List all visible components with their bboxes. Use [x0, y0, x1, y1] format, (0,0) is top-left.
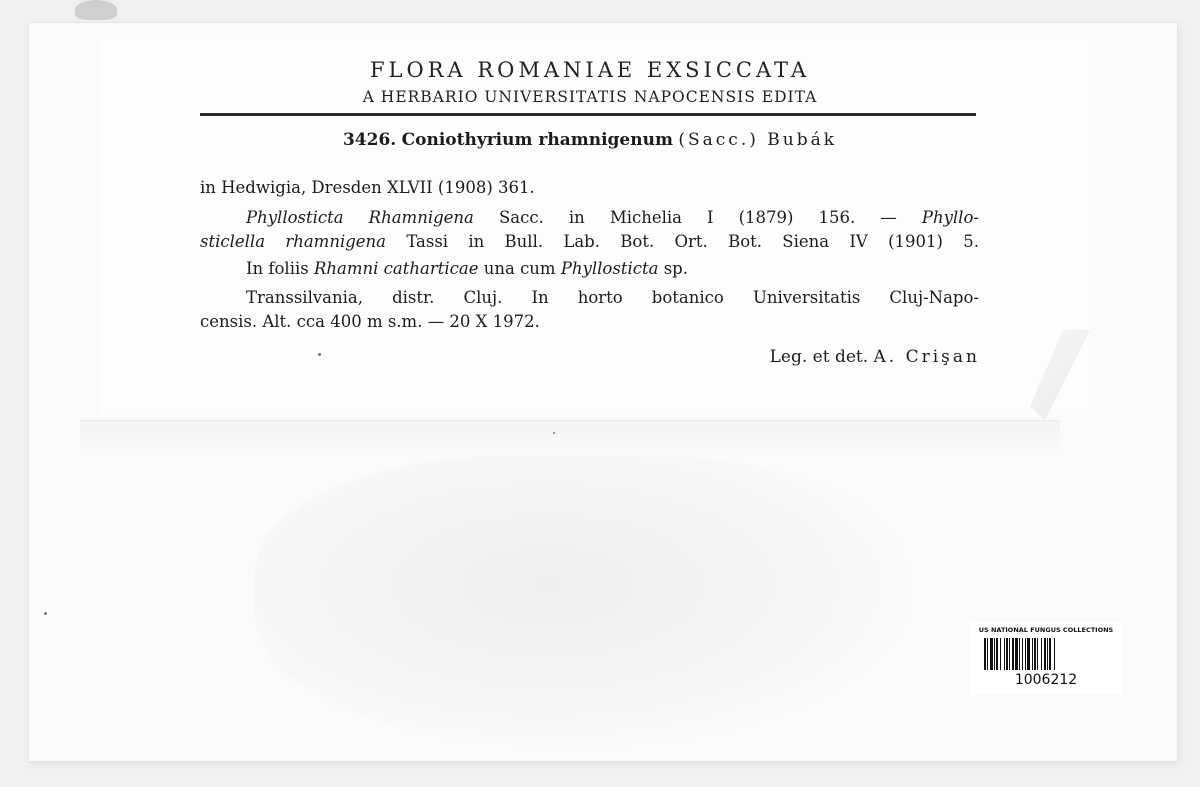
associated-fungus: Phyllosticta — [560, 259, 659, 278]
synonymy-line-1 — [246, 210, 979, 227]
substrate-suffix: sp. — [658, 259, 688, 278]
header-rule — [200, 113, 976, 116]
locality-line-1: Transsilvania, distr. Cluj. In horto botanico Universitatis Cluj-Napo- — [246, 288, 979, 307]
publication-line: in Hedwigia, Dresden XLVII (1908) 361. — [200, 178, 535, 197]
collector-prefix: Leg. et det. — [769, 347, 869, 367]
stain-mark — [75, 0, 117, 20]
barcode-number: 1006212 — [1014, 672, 1078, 688]
synonymy-line-2 — [200, 234, 979, 251]
barcode-label — [970, 622, 1122, 694]
synonym-2-end: sticlella rhamnigena — [200, 232, 387, 251]
barcode-icon — [984, 638, 1110, 670]
speck-mark — [318, 353, 321, 356]
packet-fold — [80, 420, 1060, 451]
collector-name: A. Crişan — [873, 347, 980, 367]
synonym-2-start: Phyllo- — [921, 208, 979, 227]
substrate-line — [246, 261, 688, 278]
species-heading — [200, 130, 980, 150]
exsiccata-number: 3426. — [342, 130, 397, 150]
synonym-1: Phyllosticta Rhamnigena — [246, 208, 474, 227]
locality-line-2: censis. Alt. cca 400 m s.m. — 20 X 1972. — [200, 312, 540, 331]
series-title: FLORA ROMANIAE EXSICCATA — [369, 58, 811, 82]
substrate-middle: una cum — [478, 259, 561, 278]
host-plant: Rhamni catharticae — [313, 259, 479, 278]
synonym-1-reference: Sacc. in Michelia I (1879) 156. — — [473, 208, 922, 227]
collector-line — [660, 347, 980, 367]
substrate-prefix: In foliis — [246, 259, 314, 278]
species-name: Coniothyrium rhamnigenum — [401, 130, 673, 150]
series-subtitle: A HERBARIO UNIVERSITATIS NAPOCENSIS EDITA — [362, 88, 818, 106]
speck-mark — [44, 612, 47, 615]
synonym-2-reference: Tassi in Bull. Lab. Bot. Ort. Bot. Siena IV (1901) 5. — [386, 232, 979, 251]
barcode-institution: US NATIONAL FUNGUS COLLECTIONS — [978, 626, 1114, 634]
speck-mark — [553, 432, 555, 434]
specimen-shadow — [255, 455, 905, 745]
species-authority: (Sacc.) Bubák — [678, 130, 838, 150]
